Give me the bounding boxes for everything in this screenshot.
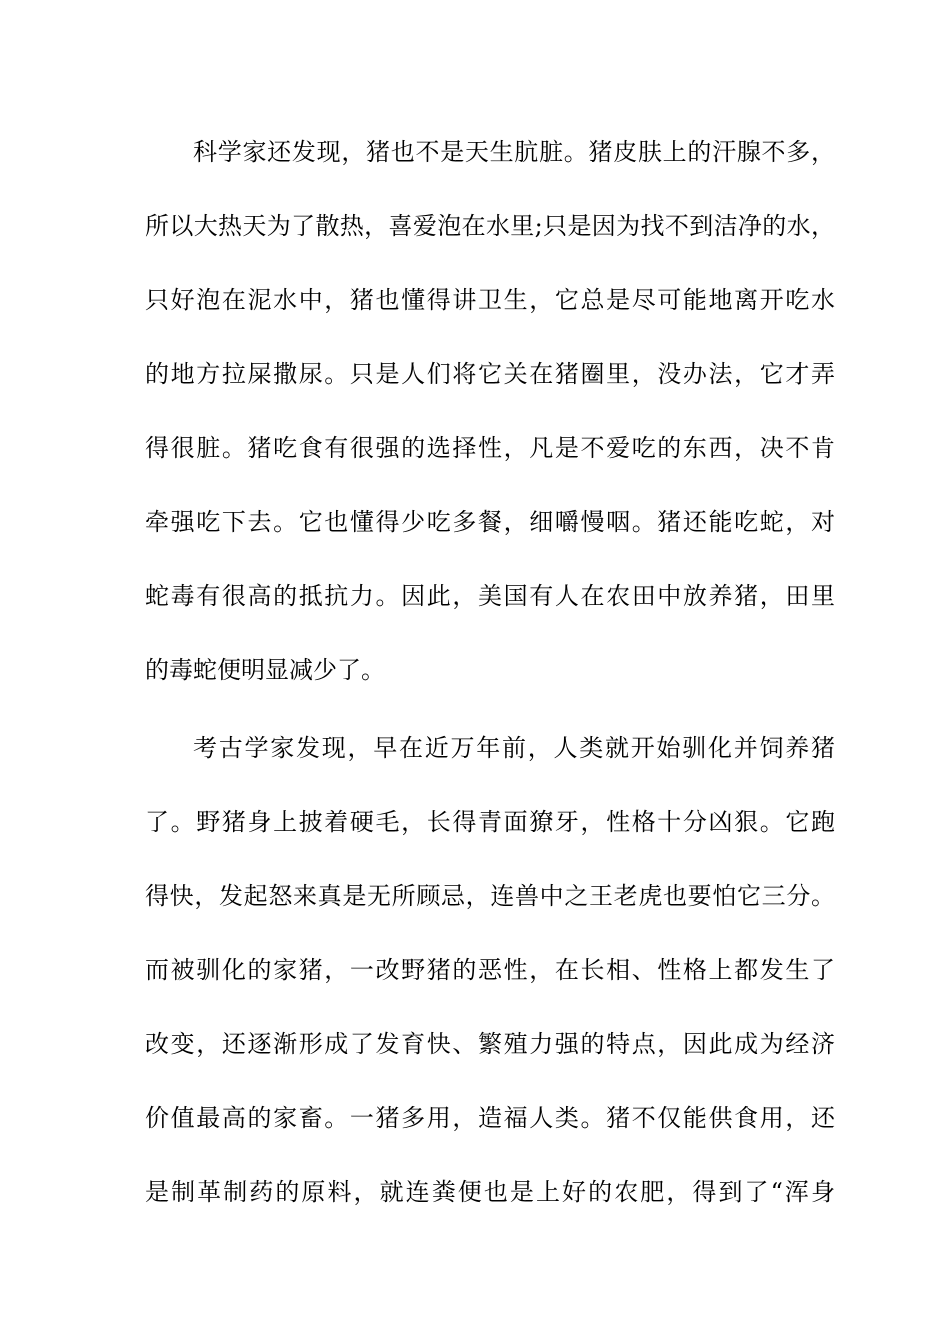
paragraph-1-line-2: 所以大热天为了散热，喜爱泡在水里;只是因为找不到洁净的水， — [145, 212, 835, 240]
paragraph-2-line-3: 得快，发起怒来真是无所顾忌，连兽中之王老虎也要怕它三分。 — [145, 882, 835, 910]
paragraph-1-line-5: 得很脏。猪吃食有很强的选择性，凡是不爱吃的东西，决不肯 — [145, 434, 835, 462]
paragraph-2-line-7: 是制革制药的原料，就连粪便也是上好的农肥，得到了“浑身 — [145, 1178, 835, 1206]
paragraph-1-line-8: 的毒蛇便明显减少了。 — [145, 656, 385, 684]
paragraph-1-line-7: 蛇毒有很高的抵抗力。因此，美国有人在农田中放养猪，田里 — [145, 582, 835, 610]
paragraph-1-line-3: 只好泡在泥水中，猪也懂得讲卫生，它总是尽可能地离开吃水 — [145, 286, 835, 314]
paragraph-2-line-1: 考古学家发现，早在近万年前，人类就开始驯化并饲养猪 — [193, 734, 835, 762]
paragraph-1-line-4: 的地方拉屎撒尿。只是人们将它关在猪圈里，没办法，它才弄 — [145, 360, 835, 388]
paragraph-2-line-6: 价值最高的家畜。一猪多用，造福人类。猪不仅能供食用，还 — [145, 1104, 835, 1132]
paragraph-2-line-5: 改变，还逐渐形成了发育快、繁殖力强的特点，因此成为经济 — [145, 1030, 835, 1058]
paragraph-2-line-2: 了。野猪身上披着硬毛，长得青面獠牙，性格十分凶狠。它跑 — [145, 808, 835, 836]
paragraph-1-line-1: 科学家还发现，猪也不是天生肮脏。猪皮肤上的汗腺不多， — [193, 138, 835, 166]
paragraph-1-line-6: 牵强吃下去。它也懂得少吃多餐，细嚼慢咽。猪还能吃蛇，对 — [145, 508, 835, 536]
paragraph-2-line-4: 而被驯化的家猪，一改野猪的恶性，在长相、性格上都发生了 — [145, 956, 835, 984]
